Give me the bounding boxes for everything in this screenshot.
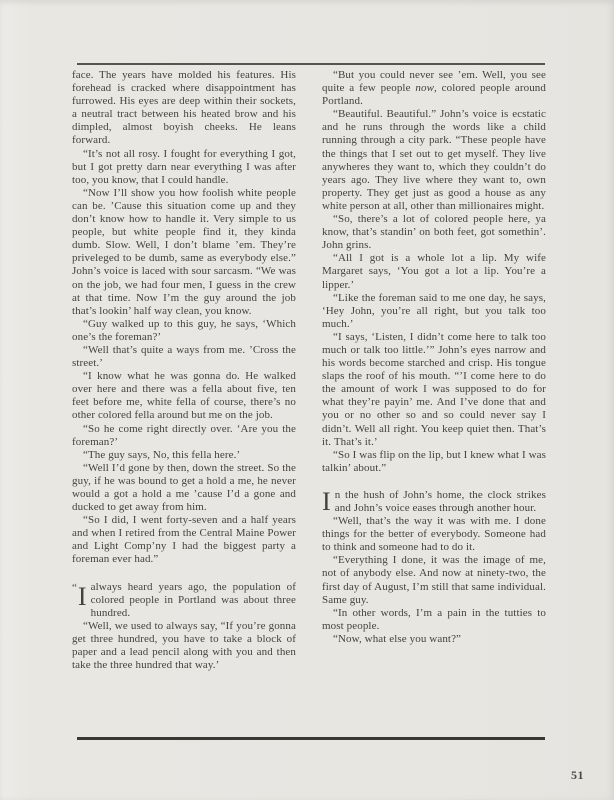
paragraph	[72, 514, 296, 566]
text-segment: “So I was flip on the lip, but I knew what I was talkin’ about.”	[322, 448, 546, 474]
text-segment: “So, there’s a lot of colored people here, ya know, that’s standin’ on both feet, got somethin’. John grins.	[322, 213, 546, 252]
paragraph	[322, 554, 546, 606]
text-segment: “It’s not all rosy. I fought for everything I got, but I got pretty darn near everything I was after too, you know, that I could handle.	[72, 147, 296, 186]
paragraph	[322, 515, 546, 554]
paragraph	[322, 449, 546, 475]
paragraph	[72, 187, 296, 318]
text-segment: “Well I’d gone by then, down the street. So the guy, if he was bound to get a hold a me, he never would a got a hold a me ’cause I’d a gone and ducked to get away from him.	[72, 461, 296, 514]
text-segment: “I know what he was gonna do. He walked over here and there was a fella about five, ten feet before me, white fella of course, there’s no other colored fella around but me on the job.	[72, 370, 296, 422]
text-segment: “So I did, I went forty-seven and a half years and when I retired from the Central Maine Power and Light Comp’ny I had the biggest party a foreman ever had.”	[72, 514, 296, 566]
text-segment: “Well that’s quite a ways from me. ’Cross the street.’	[72, 343, 296, 370]
top-rule	[77, 63, 545, 65]
text-segment: “I says, ‘Listen, I didn’t come here to talk too much or talk too little.’” John’s eyes narrow and his words become starched and crisp. His tongue slaps the roof of his mouth. “’I come here to do the amount of work I was supposed to do for what they’re payin’ me. And I’ve done that and you or no other so and so could never say I didn’t. Well all right. You keep quiet then. That’s it. That’s it.’	[322, 330, 546, 448]
text-segment: “Well, we used to always say, “If you’re gonna get three hundred, you have to take a block of paper and a lead pencil along with you and then take the three hundred that way.’	[72, 619, 296, 672]
paragraph	[72, 148, 296, 187]
right-column	[322, 69, 546, 646]
text-segment: “The guy says, No, this fella here.’	[83, 448, 241, 461]
paragraph	[72, 449, 296, 462]
text-segment: “Beautiful. Beautiful.” John’s voice is ecstatic and he runs through the words like a child running through a city park. “These people have the things that I set out to get myself. They live anywheres they want to, which they couldn’t do years ago. They live where they want to, own property. They get just as good a house as any white person at all, other than millionaires might.	[322, 108, 546, 212]
paragraph	[322, 486, 546, 516]
text-segment: always heard years ago, the population of colored people in Portland was about three hundred.	[90, 580, 296, 619]
paragraph	[322, 69, 546, 108]
paragraph	[72, 69, 296, 148]
paragraph	[322, 213, 546, 252]
text-segment: “So he come right directly over. ‘Are you the foreman?’	[72, 422, 296, 448]
text-segment: now	[415, 82, 435, 95]
paragraph	[72, 318, 296, 344]
text-segment: “Now I’ll show you how foolish white people can be. ’Cause this situation come up and they don’t know how to handle it. Very simple to us people, but white people find it, they kinda dumb. Slow. Well, I don’t blame ’em. They’re priveleged to be dumb, same as everybody else.” John’s voice is laced with sour sarcasm. “We was on the job, we had four men, I guess in the crew at that time. Now I’m the guy around the job that’s lookin’ half way clean, you know.	[72, 186, 296, 317]
text-segment: n the hush of John’s home, the clock strikes and John’s voice eases through another hour.	[334, 488, 546, 514]
paragraph	[322, 607, 546, 633]
text-segment: “Well, that’s the way it was with me. I done things for the better of everybody. Someone had to think and someone had to do it.	[322, 515, 546, 554]
paragraph	[322, 331, 546, 449]
text-segment: face. The years have molded his features. His forehead is cracked where disappointment has furrowed. His eyes are deep within their sockets, a neutral tract between his heated brow and his dimpled, almost boyish cheeks. He leans forward.	[72, 69, 296, 147]
text-segment: “But you could never see ’em. Well, you see quite a few people	[322, 69, 546, 95]
text-segment: “Like the foreman said to me one day, he says, ‘Hey John, you’re all right, but you talk too much.’	[322, 291, 546, 330]
left-column	[72, 69, 296, 672]
paragraph	[72, 462, 296, 514]
paragraph	[72, 423, 296, 449]
paragraph	[72, 344, 296, 370]
paragraph	[72, 370, 296, 422]
text-segment: “All I got is a whole lot a lip. My wife Margaret says, ‘You got a lot a lip. You’re a lipper.’	[322, 252, 546, 291]
dropcap: “I	[72, 581, 87, 611]
text-segment: “Everything I done, it was the image of me, not of anybody else. And now at ninety-two, the first day of August, I’m still that same individual. Same guy.	[322, 554, 546, 606]
page-number: 51	[571, 768, 584, 782]
dropcap: I	[322, 486, 331, 516]
text-segment: “Guy walked up to this guy, he says, ‘Which one’s the foreman?’	[72, 317, 296, 343]
text-segment: , colored people around Portland.	[322, 82, 546, 108]
text-segment: “In other words, I’m a pain in the tutties to most people.	[322, 606, 546, 632]
bottom-rule	[77, 737, 545, 740]
paragraph	[322, 252, 546, 291]
paragraph	[322, 292, 546, 331]
paragraph	[72, 620, 296, 672]
paragraph	[322, 108, 546, 213]
text-segment: “Now, what else you want?”	[333, 632, 462, 645]
paragraph	[72, 581, 296, 620]
paragraph	[322, 633, 546, 646]
